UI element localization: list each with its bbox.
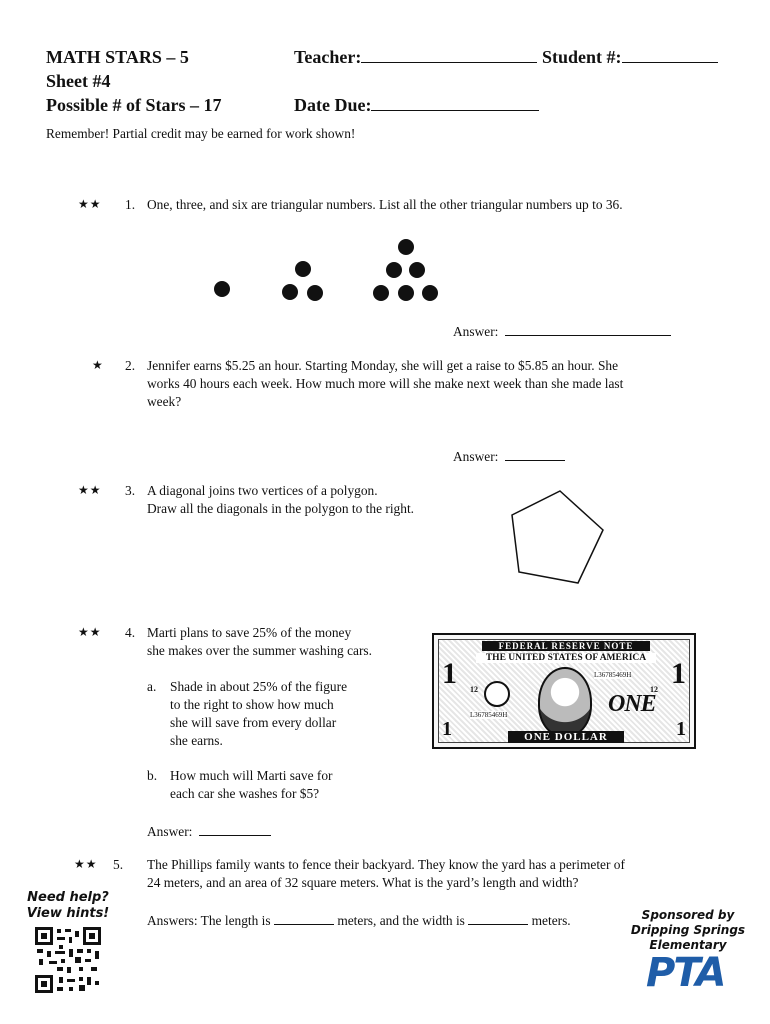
q4-answer[interactable] <box>147 821 271 841</box>
sheet-number: Sheet #4 <box>46 71 111 91</box>
q5-answers-prefix: Answers: The length is <box>147 913 271 928</box>
treasury-seal-icon <box>484 681 510 707</box>
teacher-field[interactable] <box>294 47 537 68</box>
dollar-corner-num-right: 12 <box>650 685 658 694</box>
student-label: Student #: <box>542 47 622 67</box>
sponsor-line2: Dripping Springs <box>630 923 746 937</box>
worksheet-title: MATH STARS – 5 <box>46 47 189 67</box>
dollar-denom-bottom-left: 1 <box>442 718 452 740</box>
possible-stars: Possible # of Stars – 17 <box>46 95 222 115</box>
dollar-bill-figure[interactable] <box>432 633 696 749</box>
q4-stars: ★★ <box>78 625 102 639</box>
q4a-line3: she will save from every dollar <box>170 715 337 730</box>
q4b-line1: How much will Marti save for <box>170 768 333 783</box>
q4-answer-label: Answer: <box>147 824 193 839</box>
q5-stars: ★★ <box>74 857 98 871</box>
q2-answer-blank[interactable] <box>505 446 565 461</box>
q2-text-line1: Jennifer earns $5.25 an hour. Starting Monday, she will get a raise to $5.85 an hour. She <box>147 358 619 373</box>
student-field[interactable] <box>542 47 718 68</box>
dot <box>422 285 438 301</box>
pentagon-figure[interactable] <box>505 488 607 586</box>
q2-answer-label: Answer: <box>453 449 499 464</box>
dollar-country: THE UNITED STATES OF AMERICA <box>476 653 656 663</box>
dollar-word-one: ONE <box>608 691 656 717</box>
q5-text-line1: The Phillips family wants to fence their backyard. They know the yard has a perimeter of <box>147 857 625 872</box>
dot <box>398 285 414 301</box>
help-line2: View hints! <box>26 906 110 921</box>
q5-width-blank[interactable] <box>468 910 528 925</box>
q4-text-line1: Marti plans to save 25% of the money <box>147 625 352 640</box>
help-line1: Need help? <box>27 890 109 905</box>
q1-number: 1. <box>125 197 136 212</box>
q4-text-line2: she makes over the summer washing cars. <box>147 643 372 658</box>
q4a-line2: to the right to show how much <box>170 697 334 712</box>
dollar-serial-right: L36785469H <box>594 671 632 679</box>
dollar-denom-right: 1 <box>671 657 686 690</box>
q5-text-line2: 24 meters, and an area of 32 square meters. What is the yard’s length and width? <box>147 875 579 890</box>
date-due-blank[interactable] <box>371 96 539 111</box>
sponsor-line3: Elementary <box>649 938 727 952</box>
student-blank[interactable] <box>622 48 718 63</box>
pentagon-shape[interactable] <box>512 491 603 583</box>
dollar-bottom-banner: ONE DOLLAR <box>508 731 624 743</box>
portrait-washington <box>538 667 592 737</box>
dot <box>398 239 414 255</box>
triangular-dots-figure <box>200 230 450 310</box>
q2-stars: ★ <box>92 358 104 372</box>
q4-number: 4. <box>125 625 136 640</box>
q3-text-line1: A diagonal joins two vertices of a polygon. <box>147 483 378 498</box>
teacher-blank[interactable] <box>361 48 537 63</box>
q5-answers-mid: meters, and the width is <box>337 913 465 928</box>
reminder-text: Remember! Partial credit may be earned for work shown! <box>46 126 356 141</box>
dot <box>282 284 298 300</box>
help-text <box>26 890 110 922</box>
date-due-label: Date Due: <box>294 95 372 115</box>
sponsor-text <box>628 908 748 953</box>
pta-logo: PTA <box>646 950 725 996</box>
q4b-line2: each car she washes for $5? <box>170 786 320 801</box>
dot <box>295 261 311 277</box>
q4a-label: a. <box>147 679 157 694</box>
q4-answer-blank[interactable] <box>199 821 271 836</box>
q5-answers[interactable] <box>147 910 571 930</box>
q1-answer-label: Answer: <box>453 324 499 339</box>
q2-answer[interactable] <box>453 446 565 466</box>
dot <box>386 262 402 278</box>
date-due-field[interactable] <box>294 95 539 116</box>
q1-text: One, three, and six are triangular numbers. List all the other triangular numbers up to 36. <box>147 197 623 212</box>
q3-text-line2: Draw all the diagonals in the polygon to the right. <box>147 501 415 516</box>
dollar-denom-bottom-right: 1 <box>676 718 686 740</box>
q1-stars: ★★ <box>78 197 102 211</box>
dot <box>307 285 323 301</box>
dollar-corner-num: 12 <box>470 685 478 694</box>
q2-text-line3: week? <box>147 394 182 409</box>
q2-text-line2: works 40 hours each week. How much more will she make next week than she made last <box>147 376 624 391</box>
dollar-top-banner: FEDERAL RESERVE NOTE <box>482 641 650 651</box>
dot <box>373 285 389 301</box>
q4b-label: b. <box>147 768 158 783</box>
dot <box>214 281 230 297</box>
q2-number: 2. <box>125 358 136 373</box>
dollar-denom-left: 1 <box>442 657 457 690</box>
qr-code-icon[interactable] <box>35 927 101 993</box>
sponsor-line1: Sponsored by <box>641 908 735 922</box>
q1-answer[interactable] <box>453 321 671 341</box>
q3-stars: ★★ <box>78 483 102 497</box>
q4a-line1: Shade in about 25% of the figure <box>170 679 348 694</box>
teacher-label: Teacher: <box>294 47 362 67</box>
q5-answers-suffix: meters. <box>531 913 571 928</box>
q5-number: 5. <box>113 857 124 872</box>
q3-number: 3. <box>125 483 136 498</box>
q5-length-blank[interactable] <box>274 910 334 925</box>
q1-answer-blank[interactable] <box>505 321 671 336</box>
dot <box>409 262 425 278</box>
q4a-line4: she earns. <box>170 733 223 748</box>
dollar-serial-left: L36785469H <box>470 711 508 719</box>
